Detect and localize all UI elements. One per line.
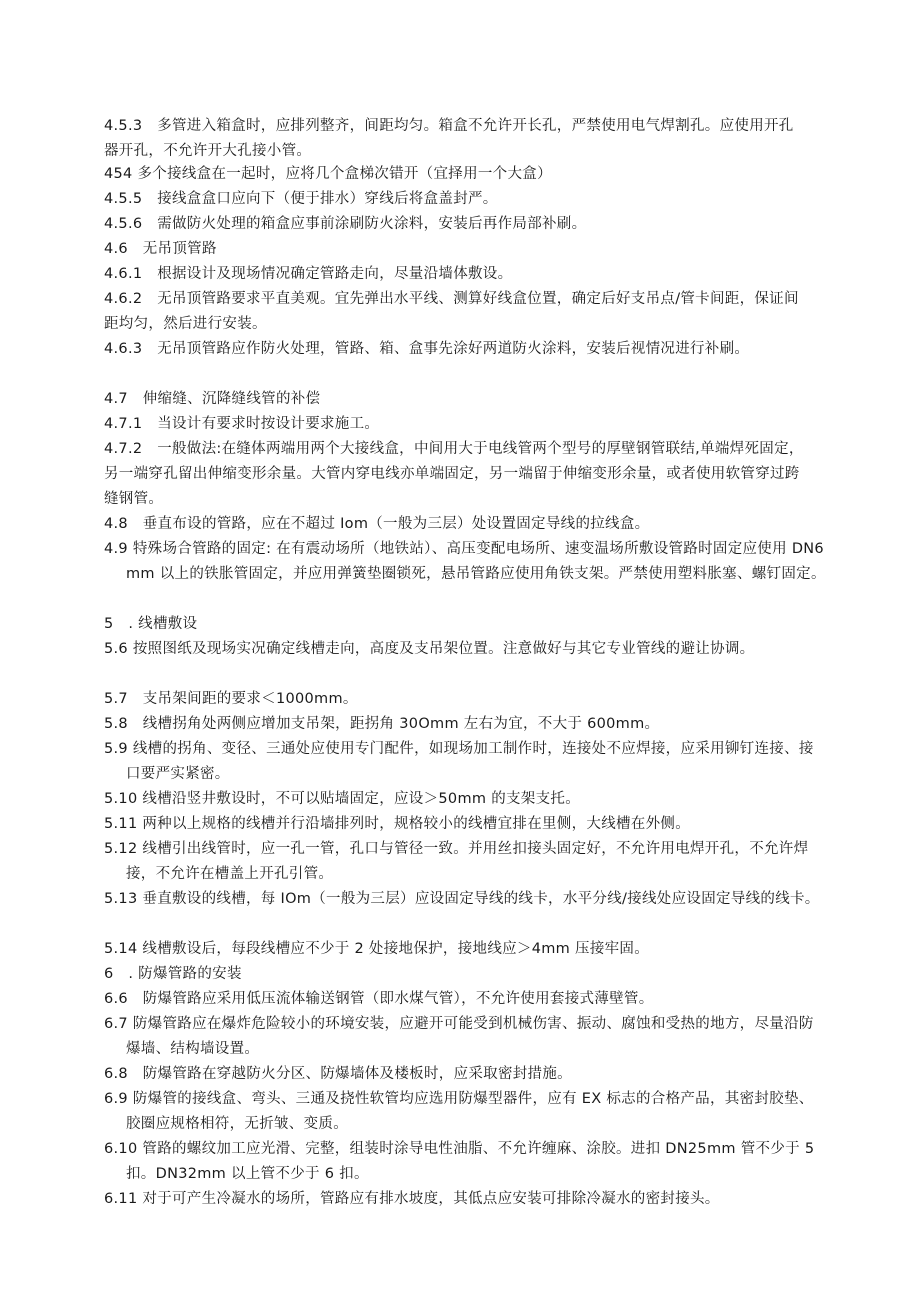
clause-4-6-1: 4.6.1 根据设计及现场情况确定管路走向，尽量沿墙体敷设。 bbox=[104, 266, 513, 282]
section-heading-5: 5 . 线槽敷设 bbox=[104, 616, 198, 632]
clause-4-6-2: 4.6.2 无吊顶管路要求平直美观。宜先弹出水平线、测算好线盒位置，确定后好支吊点/管卡间距，保证间距均匀，然后进行安装。 bbox=[104, 291, 799, 332]
section-heading-4-7: 4.7 伸缩缝、沉降缝线管的补偿 bbox=[104, 391, 321, 407]
clause-4-5-5: 4.5.5 接线盒盒口应向下（便于排水）穿线后将盒盖封严。 bbox=[104, 191, 498, 207]
clause-4-5-6: 4.5.6 需做防火处理的箱盒应事前涂刷防火涂料，安装后再作局部补刷。 bbox=[104, 216, 587, 232]
section-heading-4-6: 4.6 无吊顶管路 bbox=[104, 241, 217, 257]
clause-5-14: 5.14 线槽敷设后，每段线槽应不少于 2 处接地保护，接地线应＞4mm 压接牢固。 bbox=[104, 941, 650, 957]
clause-5-6: 5.6 按照图纸及现场实况确定线槽走向，高度及支吊架位置。注意做好与其它专业管线的避让协调。 bbox=[104, 641, 755, 657]
clause-6-10: 6.10 管路的螺纹加工应光滑、完整，组装时涂导电性油脂、不允许缠麻、涂胶。进扣 DN25mm 管不少于 5 扣。DN32mm 以上管不少于 6 扣。 bbox=[104, 1141, 815, 1182]
clause-5-10: 5.10 线槽沿竖井敷设时，不可以贴墙固定，应设＞50mm 的支架支托。 bbox=[104, 791, 581, 807]
clause-4-8: 4.8 垂直布设的管路，应在不超过 Iom（一般为三层）处设置固定导线的拉线盒。 bbox=[104, 516, 650, 532]
clause-5-11: 5.11 两种以上规格的线槽并行沿墙排列时，规格较小的线槽宜排在里侧，大线槽在外侧。 bbox=[104, 816, 690, 832]
clause-6-11: 6.11 对于可产生冷凝水的场所，管路应有排水坡度，其低点应安装可排除冷凝水的密封接头。 bbox=[104, 1191, 720, 1207]
clause-4-5-3: 4.5.3 多管进入箱盒时，应排列整齐，间距均匀。箱盒不允许开长孔，严禁使用电气焊割孔。应使用开孔器开孔，不允许开大孔接小管。 bbox=[104, 118, 794, 159]
clause-4-7-2: 4.7.2 一般做法:在缝体两端用两个大接线盒，中间用大于电线管两个型号的厚壁钢管联结,单端焊死固定，另一端穿孔留出伸缩变形余量。大管内穿电线亦单端固定，另一端留于伸缩变形余量，或者使用软管穿过跨缝钢管。 bbox=[104, 441, 804, 507]
clause-4-5-4: 454 多个接线盒在一起时，应将几个盒梯次错开（宜择用一个大盒） bbox=[104, 166, 552, 182]
clause-6-8: 6.8 防爆管路在穿越防火分区、防爆墙体及楼板时，应采取密封措施。 bbox=[104, 1066, 572, 1082]
clause-6-9: 6.9 防爆管的接线盒、弯头、三通及挠性软管均应选用防爆型器件，应有 EX 标志的合格产品，其密封胶垫、胶圈应规格相符，无折皱、变质。 bbox=[104, 1091, 814, 1132]
clause-5-7: 5.7 支吊架间距的要求＜1000mm。 bbox=[104, 691, 358, 707]
clause-6-7: 6.7 防爆管路应在爆炸危险较小的环境安装，应避开可能受到机械伤害、振动、腐蚀和受热的地方，尽量沿防爆墙、结构墙设置。 bbox=[104, 1016, 814, 1057]
clause-4-7-1: 4.7.1 当设计有要求时按设计要求施工。 bbox=[104, 416, 380, 432]
clause-6-6: 6.6 防爆管路应采用低压流体输送钢管（即水煤气管），不允许使用套接式薄壁管。 bbox=[104, 991, 654, 1007]
section-heading-6: 6 . 防爆管路的安装 bbox=[104, 966, 242, 982]
clause-5-13: 5.13 垂直敷设的线槽，每 IOm（一般为三层）应设固定导线的线卡，水平分线/接线处应设固定导线的线卡。 bbox=[104, 891, 820, 907]
clause-4-6-3: 4.6.3 无吊顶管路应作防火处理，管路、箱、盒事先涂好两道防火涂料，安装后视情况进行补刷。 bbox=[104, 341, 750, 357]
clause-5-8: 5.8 线槽拐角处两侧应增加支吊架，距拐角 30Omm 左右为宜，不大于 600mm。 bbox=[104, 716, 660, 732]
clause-4-9: 4.9 特殊场合管路的固定: 在有震动场所（地铁站）、高压变配电场所、速变温场所敷设管路时固定应使用 DN6mm 以上的铁胀管固定，并应用弹簧垫圈锁死，悬吊管路应使用角铁支架。严禁使用塑料胀塞、螺钉固定。 bbox=[104, 541, 826, 582]
clause-5-9: 5.9 线槽的拐角、变径、三通处应使用专门配件，如现场加工制作时，连接处不应焊接，应采用铆钉连接、接口要严实紧密。 bbox=[104, 741, 814, 782]
clause-5-12: 5.12 线槽引出线管时，应一孔一管，孔口与管径一致。并用丝扣接头固定好，不允许用电焊开孔，不允许焊接，不允许在槽盖上开孔引管。 bbox=[104, 841, 809, 882]
